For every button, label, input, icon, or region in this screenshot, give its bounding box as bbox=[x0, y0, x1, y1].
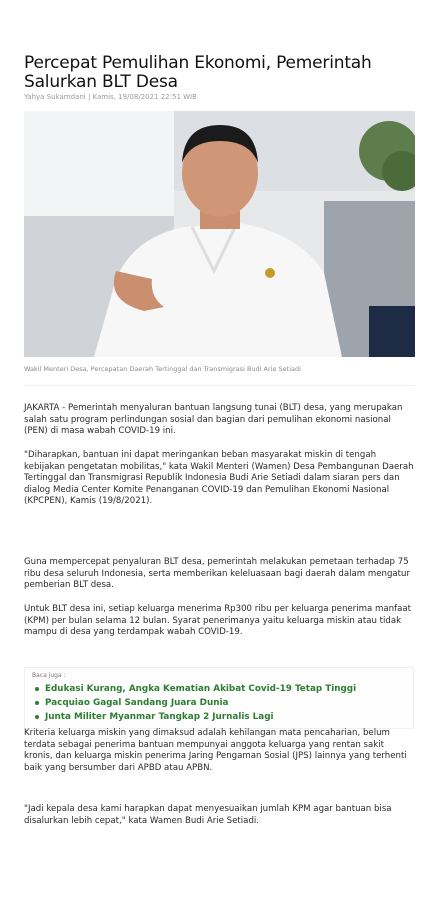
read-also-item bbox=[35, 696, 356, 710]
bullet-icon bbox=[35, 687, 39, 691]
article-paragraph: "Jadi kepala desa kami harapkan dapat menyesuaikan jumlah KPM agar bantuan bisa disalurkan lebih cepat," kata Wamen Budi Arie Setiadi. bbox=[24, 804, 392, 826]
bullet-icon bbox=[35, 701, 39, 705]
article-photo bbox=[24, 111, 415, 357]
article-paragraph: "Diharapkan, bantuan ini dapat meringankan beban masyarakat miskin di tengah kebijakan pengetatan mobilitas," kata Wakil Menteri (Wamen) Desa Pembangunan Daerah Tertinggal dan Transmigrasi Republik Indonesia Budi Arie Setiadi dalam siaran pers dan dialog Media Center Komite Penanganan COVID-19 dan Pemulihan Ekonomi Nasional (KPCPEN), Kamis (19/8/2021). bbox=[24, 450, 414, 507]
divider bbox=[24, 385, 415, 386]
read-also-box bbox=[24, 667, 414, 729]
article-paragraph: Guna mempercepat penyaluran BLT desa, pemerintah melakukan pemetaan terhadap 75 ribu desa seluruh Indonesia, serta memberikan keleluasaan bagi daerah dalam mengatur pemberian BLT desa. bbox=[24, 557, 411, 591]
bullet-icon bbox=[35, 715, 39, 719]
article-paragraph: Untuk BLT desa ini, setiap keluarga menerima Rp300 ribu per keluarga penerima manfaat (KPM) per bulan selama 12 bulan. Syarat penerimanya yaitu keluarga miskin atau tidak mampu di desa yang terdampak wabah COVID-19. bbox=[24, 604, 411, 638]
read-also-link[interactable]: Pacquiao Gagal Sandang Juara Dunia bbox=[45, 698, 229, 708]
article-paragraph: Kriteria keluarga miskin yang dimaksud adalah kehilangan mata pencaharian, belum terdata sebagai penerima bantuan mempunyai anggota keluarga yang rentan sakit kronis, dan keluarga miskin penerima Jaring Pengaman Sosial (JPS) lainnya yang terhenti baik yang bersumber dari APBD atau APBN. bbox=[24, 728, 407, 773]
article-paragraph: JAKARTA - Pemerintah menyaluran bantuan langsung tunai (BLT) desa, yang merupakan salah satu program perlindungan sosial dan bagian dari pemulihan ekonomi nasional (PEN) di masa wabah COVID-19 ini. bbox=[24, 403, 403, 437]
read-also-list bbox=[35, 682, 356, 724]
article-meta: Yahya Sukamdani | Kamis, 19/08/2021 22:51 WIB bbox=[24, 93, 197, 101]
read-also-label: Baca juga : bbox=[32, 672, 66, 679]
photo-caption: Wakil Menteri Desa, Percepatan Daerah Tertinggal dan Transmigrasi Budi Arie Setiadi bbox=[24, 365, 301, 373]
photo-illustration bbox=[24, 111, 415, 357]
article-title: Percepat Pemulihan Ekonomi, Pemerintah Salurkan BLT Desa bbox=[24, 53, 372, 92]
read-also-link[interactable]: Junta Militer Myanmar Tangkap 2 Jurnalis Lagi bbox=[45, 712, 274, 722]
read-also-item bbox=[35, 710, 356, 724]
read-also-item bbox=[35, 682, 356, 696]
read-also-link[interactable]: Edukasi Kurang, Angka Kematian Akibat Covid-19 Tetap Tinggi bbox=[45, 684, 357, 694]
